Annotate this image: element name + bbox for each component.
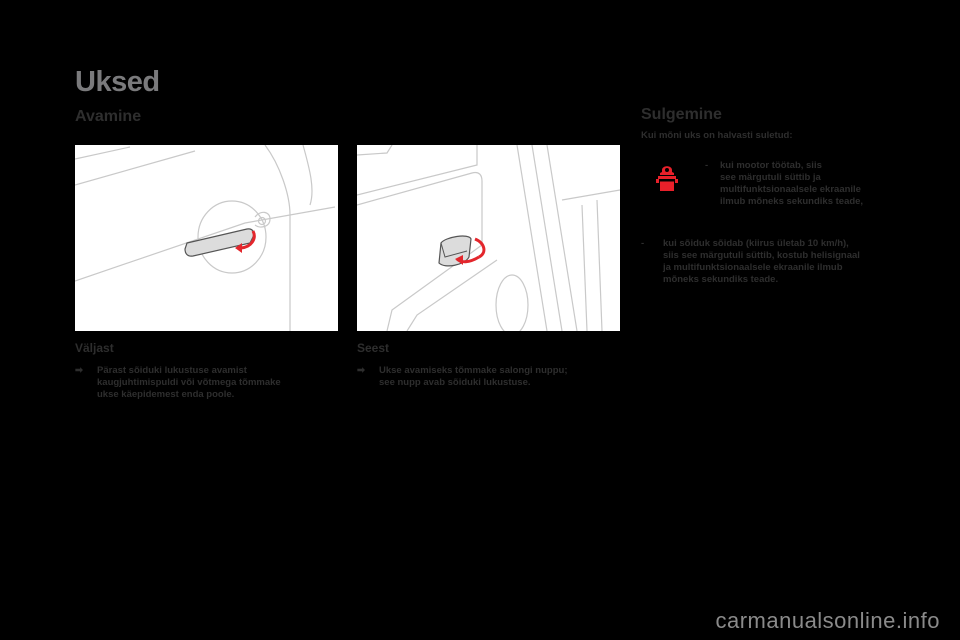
text-line: mõneks sekundiks teade. xyxy=(663,274,779,285)
interior-door-lever-illustration xyxy=(357,145,620,331)
closing-intro: Kui mõni uks on halvasti suletud: xyxy=(641,130,793,141)
text-line: ilmub mõneks sekundiks teade, xyxy=(720,196,864,207)
text-line: kui sõiduk sõidab (kiirus ületab 10 km/h), xyxy=(663,238,849,249)
inside-title: Seest xyxy=(357,341,390,355)
arrow-bullet-icon: ➡ xyxy=(75,365,83,376)
page-title: Uksed xyxy=(75,66,160,98)
exterior-door-handle-illustration xyxy=(75,145,338,331)
figure-exterior-handle xyxy=(75,145,338,331)
text-line: see märgutuli süttib ja xyxy=(720,172,821,183)
text-line: multifunktsionaalsele ekraanile xyxy=(720,184,861,195)
text-line: siis see märgutuli süttib, kostub helisignaal xyxy=(663,250,860,261)
door-open-warning-icon xyxy=(654,162,680,192)
figure-interior-lever xyxy=(357,145,620,331)
text-line: ja multifunktsionaalsele ekraanile ilmub xyxy=(663,262,843,273)
text-line: see nupp avab sõiduki lukustuse. xyxy=(379,377,531,388)
dash-bullet: - xyxy=(641,238,645,249)
text-line: Ukse avamiseks tõmmake salongi nuppu; xyxy=(379,365,568,376)
outside-instruction xyxy=(75,365,335,401)
closing-item-vehicle-moving xyxy=(641,238,921,286)
inside-instruction xyxy=(357,365,627,389)
section-title-opening: Avamine xyxy=(75,108,142,125)
watermark-link[interactable]: carmanualsonline.info xyxy=(715,608,940,633)
text-line: kui mootor töötab, siis xyxy=(720,160,822,171)
closing-item-engine-running xyxy=(705,160,925,208)
outside-title: Väljast xyxy=(75,341,114,355)
text-line: kaugjuhtimispuldi või võtmega tõmmake xyxy=(97,377,281,388)
dash-bullet: - xyxy=(705,160,709,171)
text-line: ukse käepidemest enda poole. xyxy=(97,389,235,400)
section-title-closing: Sulgemine xyxy=(641,106,722,123)
text-line: Pärast sõiduki lukustuse avamist xyxy=(97,365,247,376)
arrow-bullet-icon: ➡ xyxy=(357,365,365,376)
